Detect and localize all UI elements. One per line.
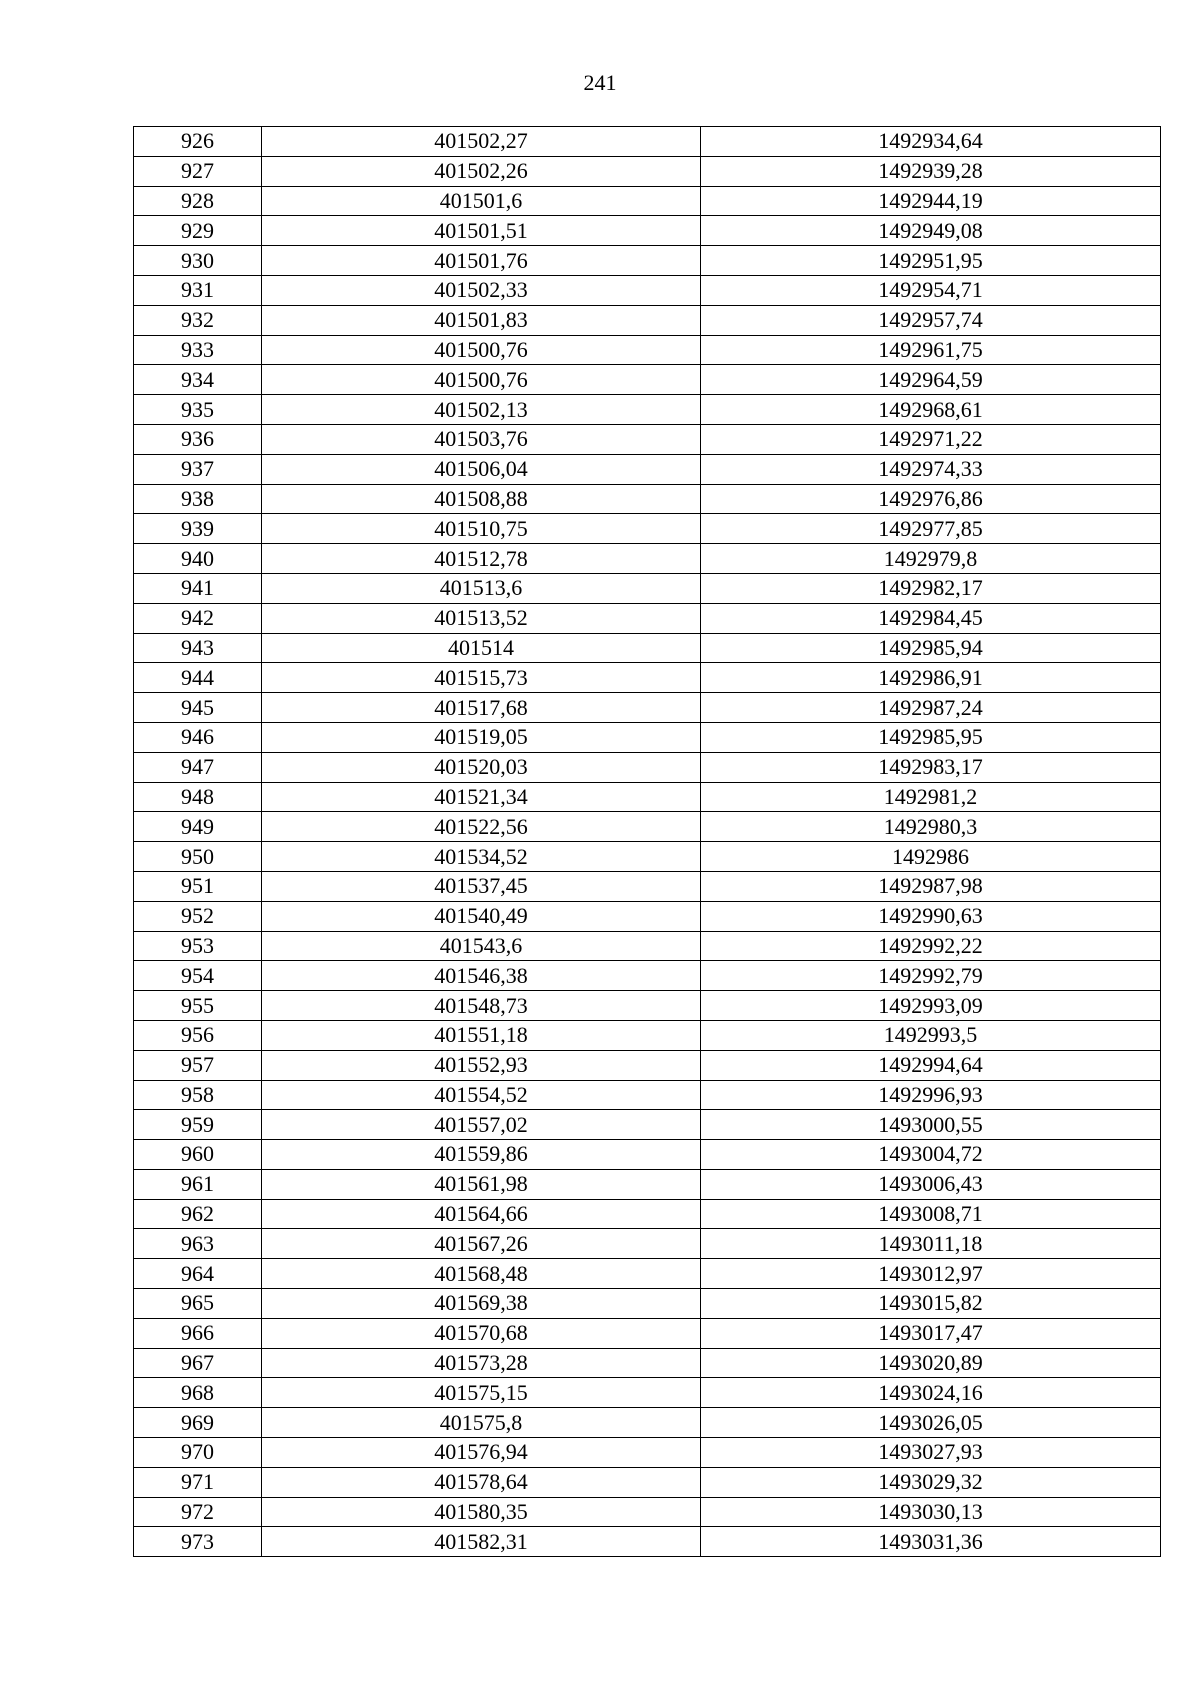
coordinates-table <box>133 126 1161 1557</box>
table-row <box>134 1199 1161 1229</box>
y-coordinate-cell: 1492987,24 <box>701 693 1161 723</box>
x-coordinate-cell: 401561,98 <box>262 1169 701 1199</box>
x-coordinate-cell: 401513,6 <box>262 573 701 603</box>
x-coordinate-cell: 401515,73 <box>262 663 701 693</box>
x-coordinate-cell: 401582,31 <box>262 1527 701 1557</box>
y-coordinate-cell: 1492944,19 <box>701 186 1161 216</box>
x-coordinate-cell: 401552,93 <box>262 1050 701 1080</box>
table-row <box>134 871 1161 901</box>
point-number-cell: 936 <box>134 424 262 454</box>
point-number-cell: 949 <box>134 812 262 842</box>
point-number-cell: 934 <box>134 365 262 395</box>
x-coordinate-cell: 401502,33 <box>262 275 701 305</box>
table-row <box>134 544 1161 574</box>
table-row <box>134 365 1161 395</box>
point-number-cell: 948 <box>134 782 262 812</box>
y-coordinate-cell: 1492981,2 <box>701 782 1161 812</box>
table-row <box>134 1050 1161 1080</box>
y-coordinate-cell: 1492993,09 <box>701 991 1161 1021</box>
table-row <box>134 812 1161 842</box>
y-coordinate-cell: 1492992,79 <box>701 961 1161 991</box>
y-coordinate-cell: 1493011,18 <box>701 1229 1161 1259</box>
y-coordinate-cell: 1493029,32 <box>701 1467 1161 1497</box>
x-coordinate-cell: 401573,28 <box>262 1348 701 1378</box>
point-number-cell: 971 <box>134 1467 262 1497</box>
point-number-cell: 930 <box>134 246 262 276</box>
x-coordinate-cell: 401513,52 <box>262 603 701 633</box>
table-row <box>134 1140 1161 1170</box>
x-coordinate-cell: 401501,76 <box>262 246 701 276</box>
table-row <box>134 424 1161 454</box>
x-coordinate-cell: 401575,15 <box>262 1378 701 1408</box>
point-number-cell: 955 <box>134 991 262 1021</box>
x-coordinate-cell: 401567,26 <box>262 1229 701 1259</box>
table-row <box>134 1318 1161 1348</box>
y-coordinate-cell: 1492934,64 <box>701 127 1161 157</box>
x-coordinate-cell: 401543,6 <box>262 931 701 961</box>
y-coordinate-cell: 1493000,55 <box>701 1110 1161 1140</box>
y-coordinate-cell: 1493004,72 <box>701 1140 1161 1170</box>
x-coordinate-cell: 401500,76 <box>262 335 701 365</box>
point-number-cell: 966 <box>134 1318 262 1348</box>
table-row <box>134 127 1161 157</box>
table-row <box>134 484 1161 514</box>
table-row <box>134 156 1161 186</box>
y-coordinate-cell: 1492993,5 <box>701 1020 1161 1050</box>
point-number-cell: 956 <box>134 1020 262 1050</box>
x-coordinate-cell: 401512,78 <box>262 544 701 574</box>
table-row <box>134 693 1161 723</box>
y-coordinate-cell: 1493012,97 <box>701 1259 1161 1289</box>
point-number-cell: 973 <box>134 1527 262 1557</box>
table-row <box>134 961 1161 991</box>
x-coordinate-cell: 401510,75 <box>262 514 701 544</box>
x-coordinate-cell: 401522,56 <box>262 812 701 842</box>
y-coordinate-cell: 1492984,45 <box>701 603 1161 633</box>
point-number-cell: 937 <box>134 454 262 484</box>
point-number-cell: 942 <box>134 603 262 633</box>
point-number-cell: 938 <box>134 484 262 514</box>
y-coordinate-cell: 1492987,98 <box>701 871 1161 901</box>
x-coordinate-cell: 401501,6 <box>262 186 701 216</box>
point-number-cell: 961 <box>134 1169 262 1199</box>
x-coordinate-cell: 401580,35 <box>262 1497 701 1527</box>
table-row <box>134 246 1161 276</box>
point-number-cell: 944 <box>134 663 262 693</box>
point-number-cell: 967 <box>134 1348 262 1378</box>
y-coordinate-cell: 1492986 <box>701 842 1161 872</box>
table-row <box>134 752 1161 782</box>
table-row <box>134 1408 1161 1438</box>
table-row <box>134 454 1161 484</box>
x-coordinate-cell: 401501,83 <box>262 305 701 335</box>
table-row <box>134 901 1161 931</box>
y-coordinate-cell: 1492949,08 <box>701 216 1161 246</box>
y-coordinate-cell: 1492979,8 <box>701 544 1161 574</box>
table-row <box>134 1527 1161 1557</box>
y-coordinate-cell: 1493031,36 <box>701 1527 1161 1557</box>
point-number-cell: 931 <box>134 275 262 305</box>
y-coordinate-cell: 1492954,71 <box>701 275 1161 305</box>
point-number-cell: 963 <box>134 1229 262 1259</box>
x-coordinate-cell: 401564,66 <box>262 1199 701 1229</box>
point-number-cell: 926 <box>134 127 262 157</box>
x-coordinate-cell: 401570,68 <box>262 1318 701 1348</box>
x-coordinate-cell: 401537,45 <box>262 871 701 901</box>
table-row <box>134 1229 1161 1259</box>
point-number-cell: 959 <box>134 1110 262 1140</box>
x-coordinate-cell: 401551,18 <box>262 1020 701 1050</box>
y-coordinate-cell: 1492990,63 <box>701 901 1161 931</box>
y-coordinate-cell: 1492964,59 <box>701 365 1161 395</box>
y-coordinate-cell: 1492996,93 <box>701 1080 1161 1110</box>
y-coordinate-cell: 1493024,16 <box>701 1378 1161 1408</box>
table-row <box>134 782 1161 812</box>
point-number-cell: 960 <box>134 1140 262 1170</box>
point-number-cell: 953 <box>134 931 262 961</box>
x-coordinate-cell: 401540,49 <box>262 901 701 931</box>
y-coordinate-cell: 1492982,17 <box>701 573 1161 603</box>
x-coordinate-cell: 401502,26 <box>262 156 701 186</box>
y-coordinate-cell: 1492986,91 <box>701 663 1161 693</box>
table-row <box>134 1110 1161 1140</box>
point-number-cell: 954 <box>134 961 262 991</box>
x-coordinate-cell: 401548,73 <box>262 991 701 1021</box>
y-coordinate-cell: 1493015,82 <box>701 1289 1161 1319</box>
y-coordinate-cell: 1492974,33 <box>701 454 1161 484</box>
y-coordinate-cell: 1493008,71 <box>701 1199 1161 1229</box>
table-row <box>134 842 1161 872</box>
table-row <box>134 186 1161 216</box>
table-row <box>134 305 1161 335</box>
y-coordinate-cell: 1492961,75 <box>701 335 1161 365</box>
point-number-cell: 964 <box>134 1259 262 1289</box>
table-row <box>134 275 1161 305</box>
point-number-cell: 952 <box>134 901 262 931</box>
point-number-cell: 947 <box>134 752 262 782</box>
point-number-cell: 943 <box>134 633 262 663</box>
table-row <box>134 1259 1161 1289</box>
point-number-cell: 958 <box>134 1080 262 1110</box>
table-row <box>134 663 1161 693</box>
y-coordinate-cell: 1492985,94 <box>701 633 1161 663</box>
coordinates-table-body <box>134 127 1161 1557</box>
x-coordinate-cell: 401569,38 <box>262 1289 701 1319</box>
y-coordinate-cell: 1493030,13 <box>701 1497 1161 1527</box>
point-number-cell: 962 <box>134 1199 262 1229</box>
point-number-cell: 970 <box>134 1438 262 1468</box>
x-coordinate-cell: 401568,48 <box>262 1259 701 1289</box>
point-number-cell: 939 <box>134 514 262 544</box>
point-number-cell: 941 <box>134 573 262 603</box>
x-coordinate-cell: 401520,03 <box>262 752 701 782</box>
x-coordinate-cell: 401501,51 <box>262 216 701 246</box>
table-row <box>134 1289 1161 1319</box>
point-number-cell: 946 <box>134 722 262 752</box>
y-coordinate-cell: 1493020,89 <box>701 1348 1161 1378</box>
x-coordinate-cell: 401514 <box>262 633 701 663</box>
y-coordinate-cell: 1492985,95 <box>701 722 1161 752</box>
point-number-cell: 932 <box>134 305 262 335</box>
y-coordinate-cell: 1492994,64 <box>701 1050 1161 1080</box>
table-row <box>134 395 1161 425</box>
y-coordinate-cell: 1492983,17 <box>701 752 1161 782</box>
point-number-cell: 928 <box>134 186 262 216</box>
x-coordinate-cell: 401517,68 <box>262 693 701 723</box>
y-coordinate-cell: 1492992,22 <box>701 931 1161 961</box>
y-coordinate-cell: 1492939,28 <box>701 156 1161 186</box>
table-row <box>134 1348 1161 1378</box>
y-coordinate-cell: 1492968,61 <box>701 395 1161 425</box>
table-row <box>134 722 1161 752</box>
x-coordinate-cell: 401554,52 <box>262 1080 701 1110</box>
table-row <box>134 573 1161 603</box>
table-row <box>134 514 1161 544</box>
y-coordinate-cell: 1493017,47 <box>701 1318 1161 1348</box>
table-row <box>134 991 1161 1021</box>
table-row <box>134 1497 1161 1527</box>
point-number-cell: 950 <box>134 842 262 872</box>
y-coordinate-cell: 1492980,3 <box>701 812 1161 842</box>
table-row <box>134 1467 1161 1497</box>
table-row <box>134 931 1161 961</box>
table-row <box>134 335 1161 365</box>
x-coordinate-cell: 401521,34 <box>262 782 701 812</box>
x-coordinate-cell: 401546,38 <box>262 961 701 991</box>
point-number-cell: 945 <box>134 693 262 723</box>
x-coordinate-cell: 401502,13 <box>262 395 701 425</box>
y-coordinate-cell: 1492977,85 <box>701 514 1161 544</box>
point-number-cell: 933 <box>134 335 262 365</box>
point-number-cell: 968 <box>134 1378 262 1408</box>
point-number-cell: 929 <box>134 216 262 246</box>
page-number: 241 <box>583 70 617 95</box>
point-number-cell: 927 <box>134 156 262 186</box>
point-number-cell: 972 <box>134 1497 262 1527</box>
y-coordinate-cell: 1492976,86 <box>701 484 1161 514</box>
table-row <box>134 1169 1161 1199</box>
table-row <box>134 1438 1161 1468</box>
table-row <box>134 1378 1161 1408</box>
x-coordinate-cell: 401559,86 <box>262 1140 701 1170</box>
point-number-cell: 951 <box>134 871 262 901</box>
table-row <box>134 1080 1161 1110</box>
point-number-cell: 935 <box>134 395 262 425</box>
x-coordinate-cell: 401575,8 <box>262 1408 701 1438</box>
y-coordinate-cell: 1493026,05 <box>701 1408 1161 1438</box>
point-number-cell: 969 <box>134 1408 262 1438</box>
x-coordinate-cell: 401534,52 <box>262 842 701 872</box>
y-coordinate-cell: 1493027,93 <box>701 1438 1161 1468</box>
x-coordinate-cell: 401578,64 <box>262 1467 701 1497</box>
point-number-cell: 940 <box>134 544 262 574</box>
x-coordinate-cell: 401508,88 <box>262 484 701 514</box>
x-coordinate-cell: 401503,76 <box>262 424 701 454</box>
y-coordinate-cell: 1492951,95 <box>701 246 1161 276</box>
table-row <box>134 216 1161 246</box>
x-coordinate-cell: 401500,76 <box>262 365 701 395</box>
point-number-cell: 957 <box>134 1050 262 1080</box>
x-coordinate-cell: 401502,27 <box>262 127 701 157</box>
table-row <box>134 603 1161 633</box>
y-coordinate-cell: 1492971,22 <box>701 424 1161 454</box>
x-coordinate-cell: 401506,04 <box>262 454 701 484</box>
x-coordinate-cell: 401576,94 <box>262 1438 701 1468</box>
point-number-cell: 965 <box>134 1289 262 1319</box>
x-coordinate-cell: 401519,05 <box>262 722 701 752</box>
table-row <box>134 1020 1161 1050</box>
table-row <box>134 633 1161 663</box>
x-coordinate-cell: 401557,02 <box>262 1110 701 1140</box>
y-coordinate-cell: 1492957,74 <box>701 305 1161 335</box>
y-coordinate-cell: 1493006,43 <box>701 1169 1161 1199</box>
